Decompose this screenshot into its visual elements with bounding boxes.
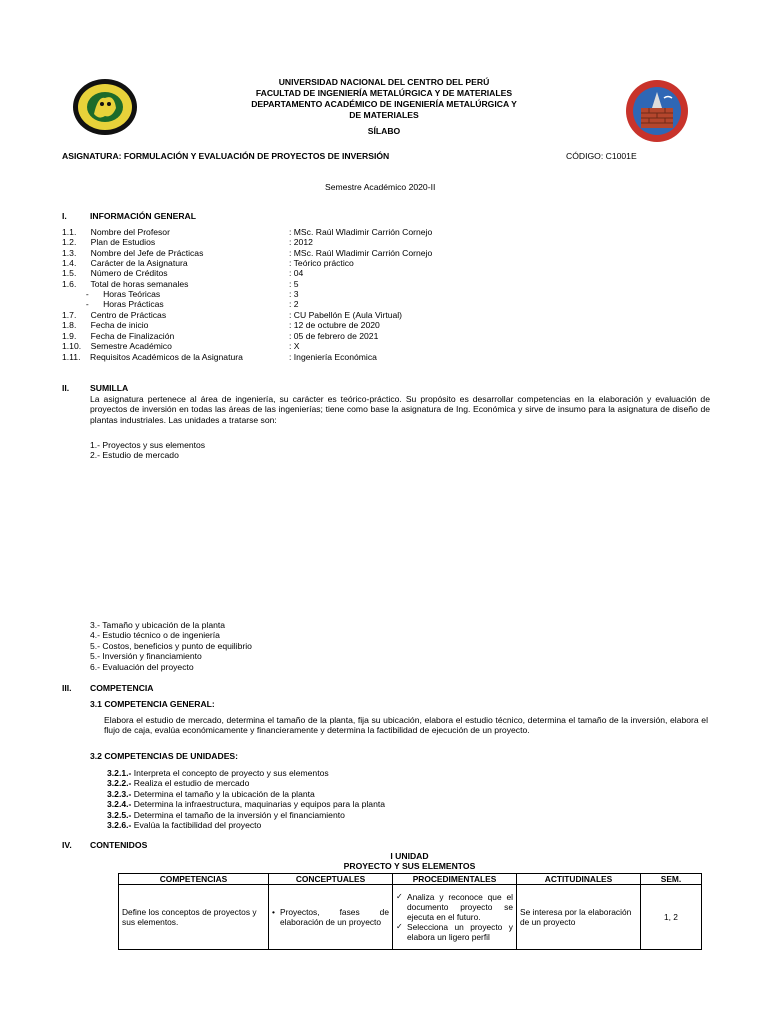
general-competence-text: Elabora el estudio de mercado, determina el tamaño de la planta, fija su ubicación, elabora el estudio técnico, determina el tamaño de la inversión, elabora el flujo de caja, evalúa económicamente y financieramente y determina la factibilidad de ejecución de un proyecto. bbox=[104, 715, 708, 736]
info-label-character: 1.4. Carácter de la Asignatura bbox=[62, 258, 188, 268]
column-header: PROCEDIMENTALES bbox=[393, 874, 517, 885]
info-value-character: : Teórico práctico bbox=[289, 258, 354, 268]
cell-actitudinales: Se interesa por la elaboración de un proyecto bbox=[517, 885, 641, 950]
info-value-professor: : MSc. Raúl Wladimir Carrión Cornejo bbox=[289, 227, 433, 237]
unit-competence-item: 3.2.1.- Interpreta el concepto de proyecto y sus elementos bbox=[107, 768, 329, 778]
institution-header bbox=[220, 77, 548, 137]
info-label-prerequisites: 1.11. Requisitos Académicos de la Asignatura bbox=[62, 352, 243, 362]
cell-conceptuales bbox=[269, 885, 393, 950]
section-2-title: SUMILLA bbox=[90, 383, 129, 393]
info-label-weekly-hours: 1.6. Total de horas semanales bbox=[62, 279, 189, 289]
department-name-line1: DEPARTAMENTO ACADÉMICO DE INGENIERÍA METALÚRGICA Y bbox=[251, 99, 517, 109]
university-seal-logo bbox=[72, 78, 138, 136]
table-row bbox=[119, 885, 702, 950]
unit-competences-title: 3.2 COMPETENCIAS DE UNIDADES: bbox=[90, 751, 239, 761]
sumilla-paragraph: La asignatura pertenece al área de ingeniería, su carácter es teórico-práctico. Su propósito es desarrollar competencias en la elaboración y evaluación de proyectos de inversión en todas las áreas de las ingenierías; tiene como base la asignatura de Ing. Económica y sirve de insumo para la asignatura de diseño de plantas industriales. Las unidades a tratarse son: bbox=[90, 394, 710, 425]
unit-list-item: 4.- Estudio técnico o de ingeniería bbox=[90, 630, 220, 640]
column-header: CONCEPTUALES bbox=[269, 874, 393, 885]
info-label-credits: 1.5. Número de Créditos bbox=[62, 268, 168, 278]
document-type: SÍLABO bbox=[367, 126, 401, 136]
section-1-title: INFORMACIÓN GENERAL bbox=[90, 211, 196, 221]
unit-competence-item: 3.2.3.- Determina el tamaño y la ubicación de la planta bbox=[107, 789, 315, 799]
unit-list-item: 1.- Proyectos y sus elementos bbox=[90, 440, 206, 450]
unit-competence-item: 3.2.5.- Determina el tamaño de la inversión y el financiamiento bbox=[107, 810, 345, 820]
info-value-start-date: : 12 de octubre de 2020 bbox=[289, 320, 380, 330]
general-competence-title: 3.1 COMPETENCIA GENERAL: bbox=[90, 699, 215, 709]
info-value-credits: : 04 bbox=[289, 268, 304, 278]
unit-title: I UNIDAD bbox=[390, 851, 429, 861]
info-label-end-date: 1.9. Fecha de Finalización bbox=[62, 331, 175, 341]
section-4-title: CONTENIDOS bbox=[90, 840, 148, 850]
faculty-emblem-logo bbox=[624, 78, 690, 144]
info-value-semester: : X bbox=[289, 341, 300, 351]
unit-competence-item: 3.2.6.- Evalúa la factibilidad del proyecto bbox=[107, 820, 262, 830]
section-3-number: III. bbox=[62, 683, 72, 693]
info-value-weekly-hours: : 5 bbox=[289, 279, 299, 289]
info-value-practice-hours: : 2 bbox=[289, 299, 299, 309]
procedural-item: ✓ Selecciona un proyecto y elabora un ligero perfil bbox=[396, 922, 513, 942]
unit-competence-item: 3.2.2.- Realiza el estudio de mercado bbox=[107, 778, 250, 788]
unit-list-item: 5.- Costos, beneficios y punto de equilibrio bbox=[90, 641, 252, 651]
info-label-theory-hours: - Horas Teóricas bbox=[62, 289, 161, 299]
info-label-practice-center: 1.7. Centro de Prácticas bbox=[62, 310, 167, 320]
unit-list-item: 3.- Tamaño y ubicación de la planta bbox=[90, 620, 226, 630]
info-value-practice-head: : MSc. Raúl Wladimir Carrión Cornejo bbox=[289, 248, 433, 258]
unit-list-item: 6.- Evaluación del proyecto bbox=[90, 662, 194, 672]
section-2-number: II. bbox=[62, 383, 70, 393]
table-header-row bbox=[119, 874, 702, 885]
info-label-plan: 1.2. Plan de Estudios bbox=[62, 237, 156, 247]
info-label-professor: 1.1. Nombre del Profesor bbox=[62, 227, 170, 237]
cell-competencias: Define los conceptos de proyectos y sus elementos. bbox=[119, 885, 269, 950]
unit-list-item: 5.- Inversión y financiamiento bbox=[90, 651, 202, 661]
column-header: SEM. bbox=[641, 874, 702, 885]
course-code: CÓDIGO: C1001E bbox=[566, 151, 637, 161]
info-label-semester: 1.10. Semestre Académico bbox=[62, 341, 172, 351]
procedural-item: ✓ Analiza y reconoce que el documento proyecto se ejecuta en el futuro. bbox=[396, 892, 513, 922]
section-3-title: COMPETENCIA bbox=[90, 683, 154, 693]
info-label-start-date: 1.8. Fecha de inicio bbox=[62, 320, 149, 330]
info-value-plan: : 2012 bbox=[289, 237, 313, 247]
info-value-practice-center: : CU Pabellón E (Aula Virtual) bbox=[289, 310, 403, 320]
cell-procedimentales bbox=[393, 885, 517, 950]
info-value-prerequisites: : Ingeniería Económica bbox=[289, 352, 377, 362]
conceptual-item: • Proyectos, fases de elaboración de un proyecto bbox=[272, 907, 389, 927]
unit-list-item: 2.- Estudio de mercado bbox=[90, 450, 179, 460]
column-header: ACTITUDINALES bbox=[517, 874, 641, 885]
academic-semester: Semestre Académico 2020-II bbox=[325, 182, 436, 192]
unit-competence-item: 3.2.4.- Determina la infraestructura, maquinarias y equipos para la planta bbox=[107, 799, 386, 809]
department-name-line2: DE MATERIALES bbox=[349, 110, 419, 120]
info-label-practice-head: 1.3. Nombre del Jefe de Prácticas bbox=[62, 248, 204, 258]
info-value-theory-hours: : 3 bbox=[289, 289, 299, 299]
unit-contents-table bbox=[118, 873, 702, 950]
section-4-number: IV. bbox=[62, 840, 72, 850]
section-1-number: I. bbox=[62, 211, 67, 221]
university-name: UNIVERSIDAD NACIONAL DEL CENTRO DEL PERÚ bbox=[278, 77, 490, 87]
unit-subtitle: PROYECTO Y SUS ELEMENTOS bbox=[343, 861, 476, 871]
course-title: ASIGNATURA: FORMULACIÓN Y EVALUACIÓN DE PROYECTOS DE INVERSIÓN bbox=[62, 151, 390, 161]
info-label-practice-hours: - Horas Prácticas bbox=[62, 299, 164, 309]
cell-sem: 1, 2 bbox=[641, 885, 702, 950]
faculty-name: FACULTAD DE INGENIERÍA METALÚRGICA Y DE MATERIALES bbox=[255, 88, 513, 98]
info-value-end-date: : 05 de febrero de 2021 bbox=[289, 331, 379, 341]
column-header: COMPETENCIAS bbox=[119, 874, 269, 885]
